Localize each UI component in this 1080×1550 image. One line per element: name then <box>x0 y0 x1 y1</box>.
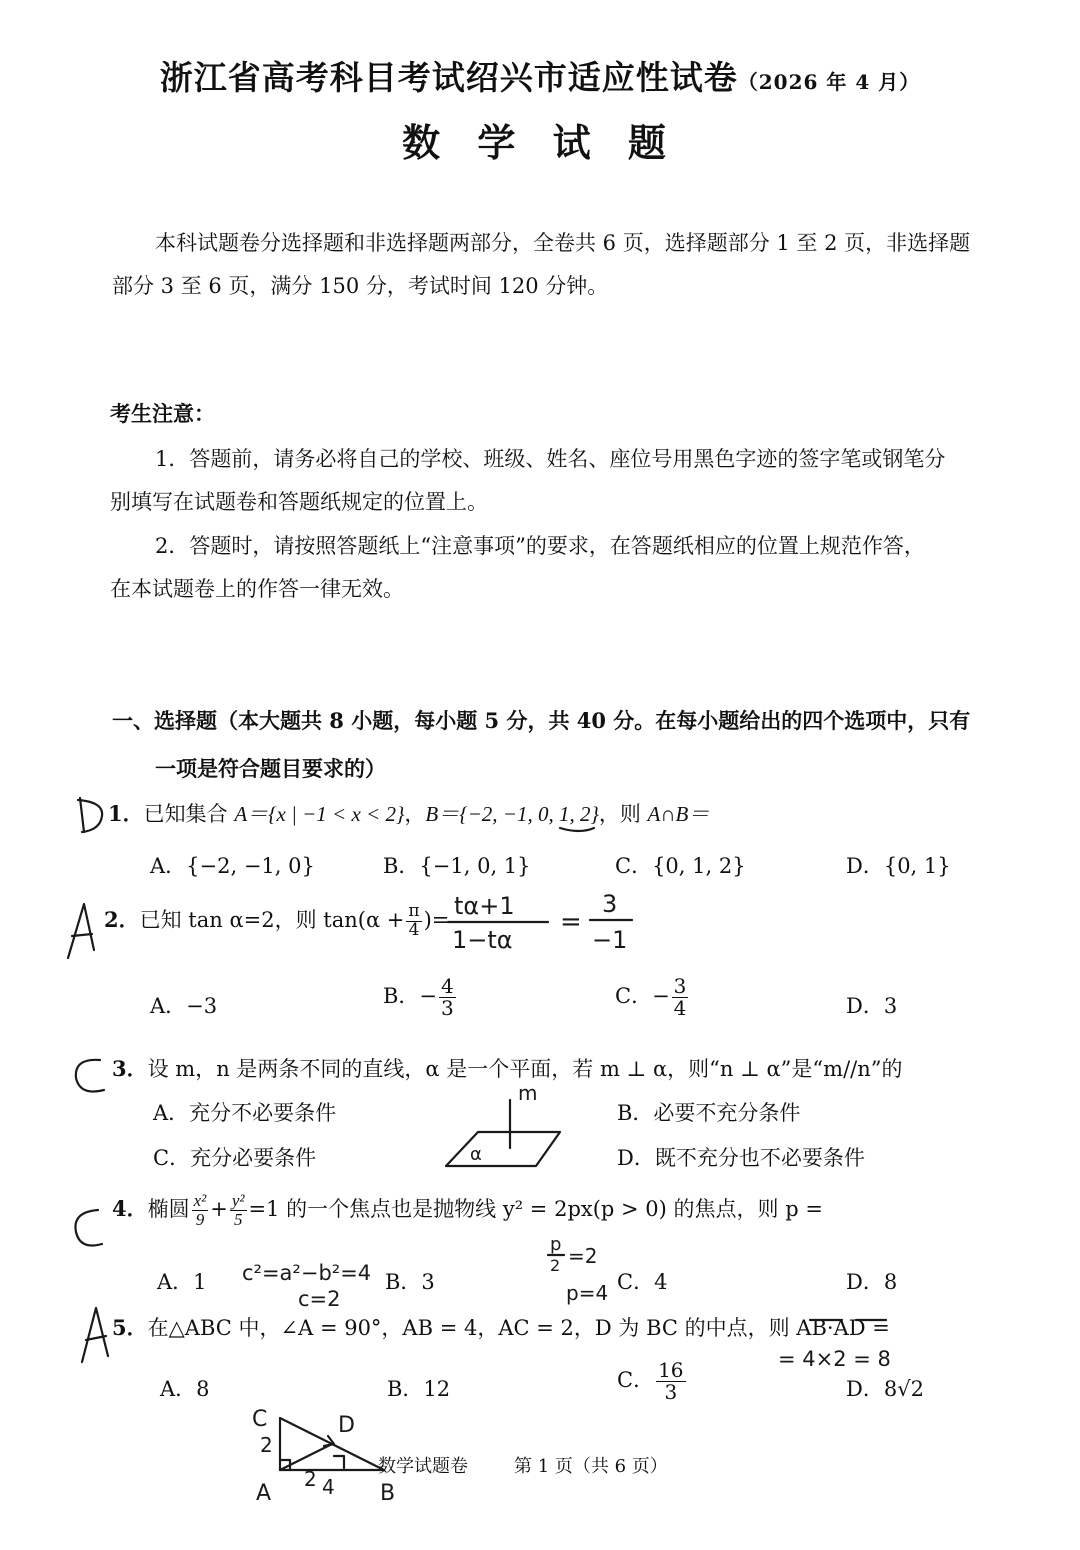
option-d: D．8 <box>846 1270 898 1294</box>
question-text: ， <box>404 802 426 826</box>
notice-item-1-line-1: 1．答题前，请务必将自己的学校、班级、姓名、座位号用黑色字迹的签字笔或钢笔分 <box>155 447 946 471</box>
sketch-label-m: m <box>518 1081 538 1105</box>
notice-item-1-line-2: 别填写在试题卷和答题纸规定的位置上。 <box>110 490 488 514</box>
option-a: A．充分不必要条件 <box>153 1101 337 1125</box>
fraction-denominator: 4 <box>408 919 420 940</box>
fraction-numerator: x² <box>193 1191 207 1210</box>
option-d: D．{0, 1} <box>846 854 951 878</box>
question-number: 2． <box>104 906 140 932</box>
fraction-numerator: 3 <box>673 974 687 998</box>
option-d: D．3 <box>846 994 898 1018</box>
sketch-label: A <box>256 1481 272 1506</box>
question-text: =1 的一个焦点也是抛物线 y² = 2px(p > 0) 的焦点，则 p = <box>248 1196 823 1221</box>
option-label: C．− <box>615 984 670 1008</box>
q5-work: = 4×2 = 8 <box>778 1347 891 1371</box>
fraction-numerator: 4 <box>441 974 454 998</box>
q5-triangle-sketch <box>252 1407 395 1506</box>
question-number: 5． <box>112 1315 148 1340</box>
fraction-denominator: 5 <box>233 1209 243 1229</box>
q2-result-numerator: 3 <box>602 890 618 918</box>
q1-handwritten-answer <box>74 798 102 847</box>
question-number: 1． <box>108 801 144 826</box>
sketch-label: 2 <box>304 1467 317 1491</box>
fraction-denominator: 3 <box>664 1380 678 1404</box>
q4-handwritten-answer <box>75 1210 102 1246</box>
set-b: B＝{−2, −1, 0, 1, 2} <box>425 802 599 826</box>
sketch-label-alpha: α <box>470 1144 482 1165</box>
option-a: A．{−2, −1, 0} <box>150 854 315 878</box>
section1-heading-line-2: 一项是符合题目要求的） <box>155 756 386 781</box>
sketch-label: D <box>338 1413 355 1438</box>
answer-text: D <box>74 846 75 847</box>
section1-heading-line-1: 一、选择题（本大题共 8 小题，每小题 5 分，共 40 分。在每小题给出的四个选项中，只有 <box>112 708 971 733</box>
option-c: C．{0, 1, 2} <box>615 854 746 878</box>
notice-item-2-line-2: 在本试题卷上的作答一律无效。 <box>110 577 404 601</box>
notice-item-2-line-1: 2．答题时，请按照答题纸上“注意事项”的要求，在答题纸相应的位置上规范作答， <box>155 534 925 558</box>
option-c: C．4 <box>617 1270 668 1294</box>
question-text: ，则 <box>598 802 648 826</box>
intro-line-2: 部分 3 至 6 页，满分 150 分，考试时间 120 分钟。 <box>112 274 609 298</box>
intersection-expression: A∩B＝ <box>647 802 710 826</box>
q1-underline-mark <box>560 828 594 831</box>
q2-work-numerator: tα+1 <box>454 892 515 920</box>
option-b: B．{−1, 0, 1} <box>383 854 531 878</box>
q4-work-equals-2: =2 <box>568 1244 598 1268</box>
q3-handwritten-answer <box>76 1060 104 1092</box>
intro-line-1: 本科试题卷分选择题和非选择题两部分，全卷共 6 页，选择题部分 1 至 2 页，非选择题 <box>155 231 971 255</box>
exam-title-date: （2026 年 4 月） <box>737 70 921 94</box>
q4-work-line-2: c=2 <box>298 1287 341 1311</box>
notice-heading: 考生注意： <box>110 401 215 426</box>
option-label: C． <box>617 1368 655 1392</box>
option-b: B．必要不充分条件 <box>617 1101 801 1125</box>
sketch-label: 2 <box>260 1433 273 1457</box>
plus-sign: + <box>210 1196 228 1221</box>
exam-title-main: 浙江省高考科目考试绍兴市适应性试卷 <box>159 58 738 97</box>
q3-plane-sketch <box>446 1081 560 1166</box>
footer-page: 第 1 页（共 6 页） <box>514 1456 668 1477</box>
q2-work-equals: = <box>560 907 582 937</box>
question-text: 已知 tan α=2，则 tan(α + <box>139 907 405 932</box>
fraction-numerator: π <box>408 901 420 921</box>
option-b: B．3 <box>385 1270 435 1294</box>
q2-result-denominator: −1 <box>592 926 628 954</box>
question-text: 设 m，n 是两条不同的直线，α 是一个平面，若 m ⊥ α，则“n ⊥ α”是“m//n”的 <box>147 1057 903 1081</box>
question-number: 3． <box>112 1056 148 1081</box>
q5-handwritten-answer <box>82 1308 108 1362</box>
option-a: A．1 <box>157 1270 207 1294</box>
question-number: 4． <box>112 1195 148 1221</box>
set-a: A＝{x | −1 < x < 2} <box>234 802 405 826</box>
fraction-denominator: 9 <box>195 1209 205 1229</box>
option-d: D．8√2 <box>846 1377 924 1401</box>
sketch-label: C <box>252 1407 268 1432</box>
q4-work-line-4: p=4 <box>566 1281 609 1305</box>
question-text: 在△ABC 中，∠A = 90°，AB = 4，AC = 2，D 为 BC 的中点，则 AB·AD = <box>147 1316 890 1340</box>
q4-work-p-numerator: p <box>550 1234 562 1255</box>
fraction-numerator: y² <box>231 1191 245 1210</box>
question-text: 椭圆 <box>147 1196 190 1221</box>
fraction-denominator: 4 <box>673 996 687 1020</box>
footer-left: 数学试题卷 <box>378 1456 468 1477</box>
exam-subtitle: 数 学 试 题 <box>402 120 678 165</box>
q4-work-line-1: c²=a²−b²=4 <box>242 1261 372 1285</box>
sketch-label: B <box>380 1481 396 1506</box>
fraction-denominator: 3 <box>441 996 454 1020</box>
sketch-label: 4 <box>322 1475 335 1499</box>
option-c: C．充分必要条件 <box>153 1146 317 1170</box>
fraction-numerator: 16 <box>658 1358 684 1382</box>
option-a: A．8 <box>160 1377 210 1401</box>
q2-handwritten-answer <box>68 904 94 958</box>
q2-work-denominator: 1−tα <box>452 926 513 954</box>
option-label: B．− <box>383 984 438 1008</box>
option-d: D．既不充分也不必要条件 <box>617 1146 865 1170</box>
q4-work-p-denominator: 2 <box>550 1256 561 1275</box>
question-text: 已知集合 <box>143 802 235 826</box>
option-a: A．−3 <box>150 994 218 1018</box>
option-b: B．12 <box>387 1377 451 1401</box>
question-text: )= <box>423 907 450 932</box>
